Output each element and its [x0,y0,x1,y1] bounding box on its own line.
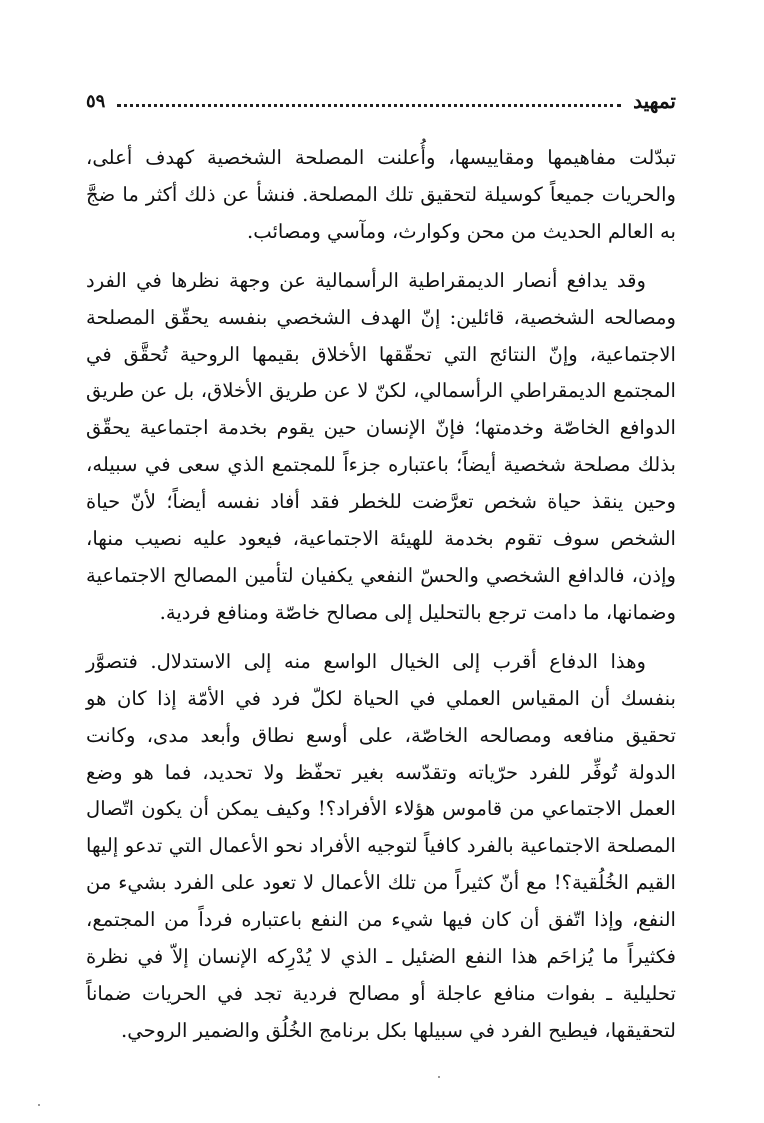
scan-speck [438,1076,440,1078]
page-number: ٥٩ [86,90,106,112]
dotted-leader [117,104,621,107]
chapter-title: تمهيد [633,89,676,113]
running-header [86,86,676,116]
scan-speck [38,1104,40,1106]
paragraph-3: وهذا الدفاع أقرب إلى الخيال الواسع منه إلى الاستدلال. فتصوَّر بنفسك أن المقياس العملي في الحياة لكلّ فرد في الأمّة إذا كان هو تحقيق منافعه ومصالحه الخاصّة، على أوسع نطاق وأبعد مدى، وكانت الدولة تُوفِّر للفرد حرّياته وتقدّسه بغير تحفّظ ولا تحديد، فما هو وضع العمل الاجتماعي من قاموس هؤلاء الأفراد؟! وكيف يمكن أن يكون اتّصال المصلحة الاجتماعية بالفرد كافياً لتوجيه الأفراد نحو الأعمال التي تدعو إليها القيم الخُلُقية؟! مع أنّ كثيراً من تلك الأعمال لا تعود على الفرد بشيء من النفع، وإذا اتّفق أن كان فيها شيء من النفع باعتباره فرداً من المجتمع، فكثيراً ما يُزاحَم هذا النفع الضئيل ـ الذي لا يُدْرِكه الإنسان إلاّ في نظرة تحليلية ـ بفوات منافع عاجلة أو مصالح فردية تجد في الحريات ضماناً لتحقيقها، فيطيح الفرد في سبيلها بكل برنامج الخُلُق والضمير الروحي. [86,649,676,1042]
paragraph-1: تبدّلت مفاهيمها ومقاييسها، وأُعلنت المصلحة الشخصية كهدف أعلى، والحريات جميعاً كوسيلة لتحقيق تلك المصلحة. فنشأ عن ذلك أكثر ما ضجَّ به العالم الحديث من محن وكوارث، ومآسي ومصائب. [86,146,676,243]
body-text [86,140,676,1062]
paragraph-2: وقد يدافع أنصار الديمقراطية الرأسمالية عن وجهة نظرها في الفرد ومصالحه الشخصية، قائلين: إنّ الهدف الشخصي بنفسه يحقّق المصلحة الاجتماعية، وإنّ النتائج التي تحقّقها الأخلاق بقيمها الروحية تُحقَّق في المجتمع الديمقراطي الرأسمالي، لكنّ لا عن طريق الأخلاق، بل عن طريق الدوافع الخاصّة وخدمتها؛ فإنّ الإنسان حين يقوم بخدمة اجتماعية يحقّق بذلك مصلحة شخصية أيضاً؛ باعتباره جزءاً للمجتمع الذي سعى في سبيله، وحين ينقذ حياة شخص تعرَّضت للخطر فقد أفاد نفسه أيضاً؛ لأنّ حياة الشخص سوف تقوم بخدمة للهيئة الاجتماعية، فيعود عليه نصيب منها، وإذن، فالدافع الشخصي والحسّ النفعي يكفيان لتأمين المصالح الاجتماعية وضمانها، ما دامت ترجع بالتحليل إلى مصالح خاصّة ومنافع فردية. [86,268,676,624]
